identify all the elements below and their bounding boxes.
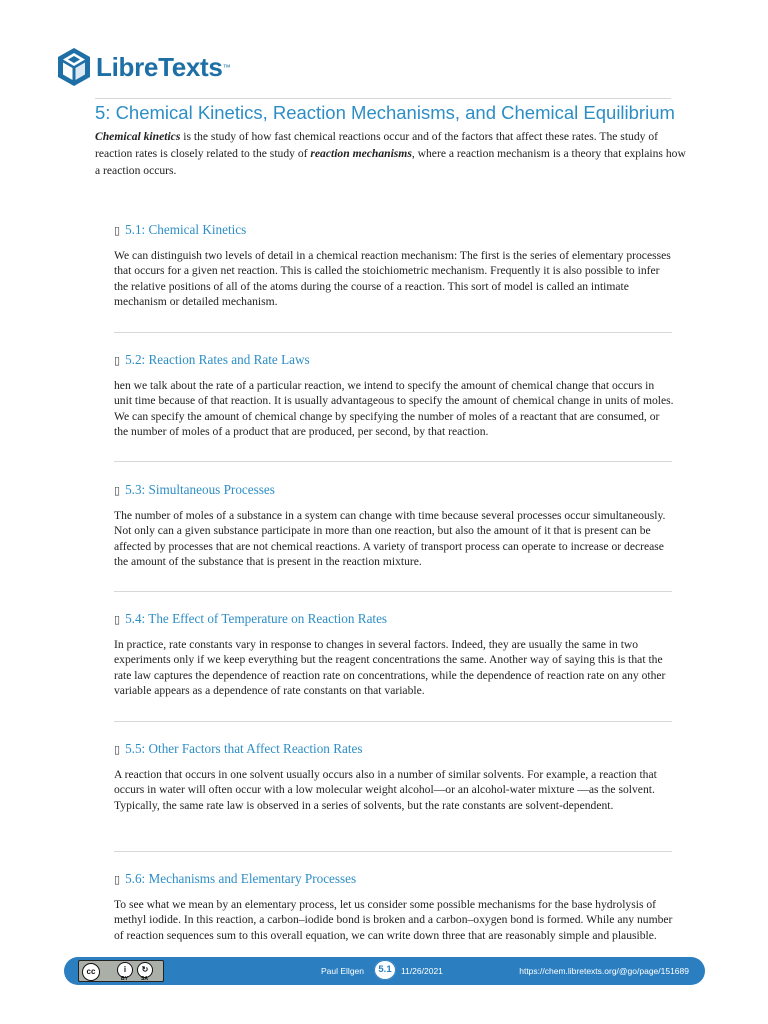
attribution-icon: i	[117, 962, 133, 978]
section-title-link[interactable]	[114, 611, 674, 627]
section-title-text: 5.5: Other Factors that Affect Reaction Rates	[125, 741, 363, 756]
license-by-label: BY	[121, 976, 128, 982]
page-icon: ▯	[114, 483, 121, 497]
section-divider	[114, 851, 672, 852]
intro-term-kinetics: Chemical kinetics	[95, 130, 181, 143]
section-divider	[114, 591, 672, 592]
section-5-5	[114, 741, 674, 813]
section-summary: The number of moles of a substance in a system can change with time because several processes occur simultaneously. Not only can a given substance participate in more than one reaction, but also the amount of it that is present can be affected by processes that are not chemical reactions. A variety of transport process can operate to increase or decrease the amount of the substance that is present in the reaction mixture.	[114, 509, 666, 569]
libretexts-cube-icon	[56, 47, 92, 87]
section-divider	[114, 461, 672, 462]
section-title-text: 5.2: Reaction Rates and Rate Laws	[125, 352, 310, 367]
footer-url-link[interactable]: https://chem.libretexts.org/@go/page/151689	[519, 966, 689, 976]
page-footer	[64, 957, 705, 985]
intro-text-2: , where a reaction mechanism is a theory that explains how a reaction occurs.	[95, 147, 686, 177]
section-5-2	[114, 352, 674, 440]
section-title-text: 5.1: Chemical Kinetics	[125, 222, 247, 237]
section-title-link[interactable]	[114, 222, 674, 238]
share-alike-icon: ↻	[137, 962, 153, 978]
section-summary: To see what we mean by an elementary process, let us consider some possible mechanisms for the base hydrolysis of methyl iodide. In this reaction, a carbon–iodide bond is broken and a carbon–oxygen bond is formed. While any number of reaction sequences sum to this overall equation, we can write down three that are reasonably simple and plausible.	[114, 898, 673, 942]
section-title-link[interactable]	[114, 871, 674, 887]
section-summary: A reaction that occurs in one solvent usually occurs also in a number of similar solvents. For example, a reaction that occurs in water will often occur with a low molecular weight alcohol—or an alcohol-water mixture —as the solvent. Typically, the same rate law is observed in a series of solvents, but the rate constants are solvent-dependent.	[114, 768, 657, 812]
page-icon: ▯	[114, 742, 121, 756]
footer-date: 11/26/2021	[401, 966, 443, 976]
intro-paragraph	[95, 128, 693, 179]
section-summary: hen we talk about the rate of a particular reaction, we intend to specify the amount of chemical change that occurs in unit time because of that reaction. It is usually advantageous to specify the amount of chemical change in units of moles. We can specify the amount of chemical change by specifying the number of moles of a reactant that are consumed, or the number of moles of a product that are produced, per second, by that reaction.	[114, 379, 674, 439]
page-icon: ▯	[114, 223, 121, 237]
page-icon: ▯	[114, 872, 121, 886]
section-summary: We can distinguish two levels of detail in a chemical reaction mechanism: The first is the series of elementary processes that occurs for a given net reaction. This is called the stoichiometric mechanism. Frequently it is also possible to infer the relative positions of all of the atoms during the course of a reaction. This sort of model is called an intimate mechanism or detailed mechanism.	[114, 249, 671, 309]
footer-page-number: 5.1	[374, 960, 396, 980]
section-divider	[114, 721, 672, 722]
section-title-text: 5.6: Mechanisms and Elementary Processes	[125, 871, 357, 886]
section-title-text: 5.4: The Effect of Temperature on Reaction Rates	[125, 611, 388, 626]
section-5-6	[114, 871, 674, 943]
section-title-link[interactable]	[114, 352, 674, 368]
section-title-link[interactable]	[114, 482, 674, 498]
intro-term-mechanisms: reaction mechanisms	[310, 147, 412, 160]
license-sa-label: SA	[141, 976, 148, 982]
intro-text-1: is the study of how fast chemical reactions occur and of the factors that affect these rates. The study of reaction rates is closely related to the study of	[95, 130, 658, 160]
header-divider	[95, 98, 671, 99]
cc-license-badge[interactable]	[78, 960, 164, 982]
libretexts-logo[interactable]	[56, 46, 231, 88]
creative-commons-icon: cc	[82, 963, 100, 981]
page-icon: ▯	[114, 353, 121, 367]
section-5-4	[114, 611, 674, 699]
section-5-1	[114, 222, 674, 310]
trademark-mark: ™	[222, 62, 231, 72]
page-title: 5: Chemical Kinetics, Reaction Mechanisms, and Chemical Equilibrium	[95, 102, 675, 123]
section-title-text: 5.3: Simultaneous Processes	[125, 482, 275, 497]
section-5-3	[114, 482, 674, 570]
page-icon: ▯	[114, 612, 121, 626]
footer-author: Paul Ellgen	[321, 966, 365, 976]
section-title-link[interactable]	[114, 741, 674, 757]
brand-name: LibreTexts	[96, 51, 223, 82]
section-divider	[114, 332, 672, 333]
section-summary: In practice, rate constants vary in response to changes in several factors. Indeed, they are usually the same in two experiments only if we keep everything but the reagent concentrations the same. Another way of saying this is that the rate law captures the dependence of reaction rate on concentrations, while the dependence of reaction rate on any other variable appears as a dependence of rate constants on that variable.	[114, 638, 666, 698]
